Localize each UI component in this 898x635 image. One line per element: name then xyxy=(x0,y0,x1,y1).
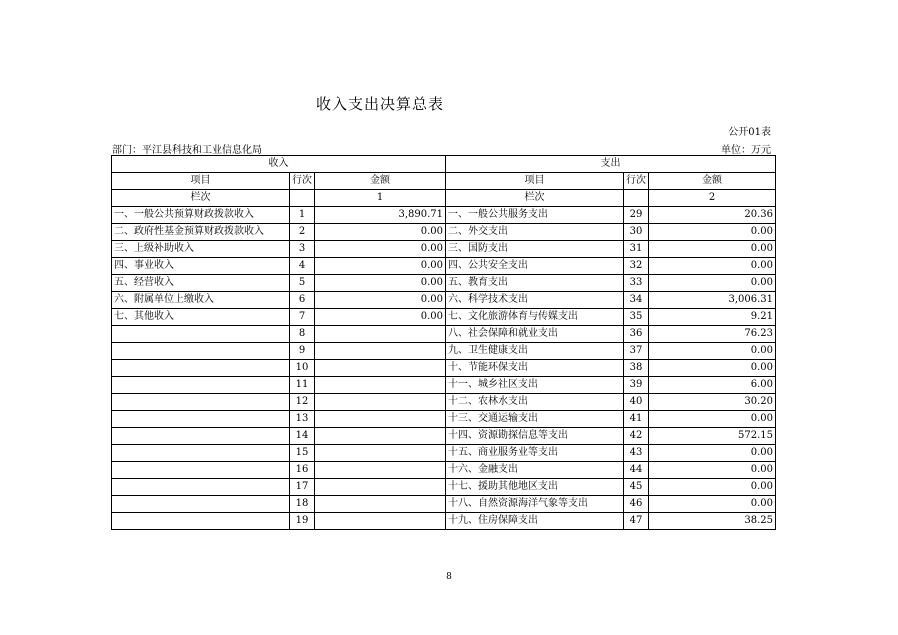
expense-amount-cell: 0.00 xyxy=(649,224,776,241)
expense-amount-cell: 76.23 xyxy=(649,326,776,343)
header-row-columns xyxy=(112,173,776,190)
income-item-cell: 三、上级补助收入 xyxy=(112,241,290,258)
expense-line-cell: 41 xyxy=(624,411,649,428)
income-line-cell: 2 xyxy=(290,224,315,241)
expense-line-cell: 40 xyxy=(624,394,649,411)
expense-line-cell: 32 xyxy=(624,258,649,275)
expense-amount-cell: 9.21 xyxy=(649,309,776,326)
table-row xyxy=(112,258,776,275)
table-row xyxy=(112,207,776,224)
income-column-blank xyxy=(290,190,315,207)
expense-line-cell: 33 xyxy=(624,275,649,292)
header-row-column-numbers xyxy=(112,190,776,207)
table-row xyxy=(112,462,776,479)
income-item-cell xyxy=(112,462,290,479)
income-amount-cell: 0.00 xyxy=(315,275,446,292)
table-row xyxy=(112,411,776,428)
expense-item-cell: 十、节能环保支出 xyxy=(446,360,624,377)
expense-amount-cell: 30.20 xyxy=(649,394,776,411)
income-line-cell: 12 xyxy=(290,394,315,411)
table-row xyxy=(112,343,776,360)
table-row xyxy=(112,241,776,258)
income-line-cell: 8 xyxy=(290,326,315,343)
expense-item-cell: 十六、金融支出 xyxy=(446,462,624,479)
expense-item-cell: 十五、商业服务业等支出 xyxy=(446,445,624,462)
income-amount-cell xyxy=(315,428,446,445)
income-line-cell: 11 xyxy=(290,377,315,394)
expense-line-cell: 34 xyxy=(624,292,649,309)
income-column-number: 1 xyxy=(315,190,446,207)
income-line-cell: 4 xyxy=(290,258,315,275)
table-row xyxy=(112,224,776,241)
income-line-cell: 7 xyxy=(290,309,315,326)
expense-amount-cell: 0.00 xyxy=(649,496,776,513)
table-row xyxy=(112,326,776,343)
income-amount-cell: 0.00 xyxy=(315,292,446,309)
expense-line-cell: 38 xyxy=(624,360,649,377)
income-amount-cell: 0.00 xyxy=(315,258,446,275)
expense-item-cell: 十一、城乡社区支出 xyxy=(446,377,624,394)
expense-column-number: 2 xyxy=(649,190,776,207)
income-amount-cell xyxy=(315,513,446,530)
expense-amount-cell: 0.00 xyxy=(649,479,776,496)
expense-amount-header: 金额 xyxy=(649,173,776,190)
expense-amount-cell: 0.00 xyxy=(649,275,776,292)
income-line-cell: 6 xyxy=(290,292,315,309)
income-amount-cell xyxy=(315,462,446,479)
table-row xyxy=(112,360,776,377)
department-label: 部门：平江县科技和工业信息化局 xyxy=(112,145,262,156)
expense-line-cell: 46 xyxy=(624,496,649,513)
income-amount-cell: 3,890.71 xyxy=(315,207,446,224)
expense-amount-cell: 20.36 xyxy=(649,207,776,224)
expense-column-blank xyxy=(624,190,649,207)
income-item-cell xyxy=(112,496,290,513)
table-row xyxy=(112,513,776,530)
income-line-cell: 18 xyxy=(290,496,315,513)
expense-item-cell: 十九、住房保障支出 xyxy=(446,513,624,530)
expense-item-cell: 九、卫生健康支出 xyxy=(446,343,624,360)
table-row xyxy=(112,479,776,496)
income-line-header: 行次 xyxy=(290,173,315,190)
table-row xyxy=(112,394,776,411)
expense-amount-cell: 0.00 xyxy=(649,343,776,360)
expense-item-cell: 十四、资源勘探信息等支出 xyxy=(446,428,624,445)
page-number: 8 xyxy=(446,572,452,582)
table-row xyxy=(112,275,776,292)
income-amount-cell xyxy=(315,360,446,377)
income-item-cell: 五、经营收入 xyxy=(112,275,290,292)
income-amount-cell: 0.00 xyxy=(315,241,446,258)
income-item-cell xyxy=(112,343,290,360)
income-line-cell: 14 xyxy=(290,428,315,445)
income-amount-cell xyxy=(315,394,446,411)
income-line-cell: 15 xyxy=(290,445,315,462)
income-amount-cell: 0.00 xyxy=(315,224,446,241)
expense-item-cell: 五、教育支出 xyxy=(446,275,624,292)
expense-line-cell: 35 xyxy=(624,309,649,326)
income-line-cell: 5 xyxy=(290,275,315,292)
expense-amount-cell: 6.00 xyxy=(649,377,776,394)
income-item-cell xyxy=(112,411,290,428)
income-item-cell xyxy=(112,428,290,445)
income-amount-cell xyxy=(315,326,446,343)
expense-amount-cell: 0.00 xyxy=(649,411,776,428)
income-item-cell: 一、一般公共预算财政拨款收入 xyxy=(112,207,290,224)
income-column-label: 栏次 xyxy=(112,190,290,207)
income-line-cell: 16 xyxy=(290,462,315,479)
expense-amount-cell: 0.00 xyxy=(649,462,776,479)
expense-amount-cell: 572.15 xyxy=(649,428,776,445)
expense-line-cell: 31 xyxy=(624,241,649,258)
expense-amount-cell: 0.00 xyxy=(649,360,776,377)
expense-amount-cell: 0.00 xyxy=(649,241,776,258)
table-row xyxy=(112,377,776,394)
table-row xyxy=(112,428,776,445)
table-row xyxy=(112,309,776,326)
table-row xyxy=(112,445,776,462)
income-line-cell: 1 xyxy=(290,207,315,224)
expense-line-cell: 37 xyxy=(624,343,649,360)
income-line-cell: 3 xyxy=(290,241,315,258)
expense-item-cell: 七、文化旅游体育与传媒支出 xyxy=(446,309,624,326)
expense-item-cell: 十八、自然资源海洋气象等支出 xyxy=(446,496,624,513)
income-item-cell: 六、附属单位上缴收入 xyxy=(112,292,290,309)
expense-section-header: 支出 xyxy=(446,156,776,173)
table-row xyxy=(112,496,776,513)
expense-item-cell: 十三、交通运输支出 xyxy=(446,411,624,428)
expense-item-cell: 八、社会保障和就业支出 xyxy=(446,326,624,343)
income-item-cell: 七、其他收入 xyxy=(112,309,290,326)
expense-item-cell: 一、一般公共服务支出 xyxy=(446,207,624,224)
income-line-cell: 9 xyxy=(290,343,315,360)
income-amount-cell xyxy=(315,496,446,513)
expense-item-cell: 十二、农林水支出 xyxy=(446,394,624,411)
table-body xyxy=(112,156,776,530)
expense-amount-cell: 0.00 xyxy=(649,445,776,462)
expense-line-cell: 36 xyxy=(624,326,649,343)
table-row xyxy=(112,292,776,309)
expense-line-cell: 44 xyxy=(624,462,649,479)
expense-item-cell: 四、公共安全支出 xyxy=(446,258,624,275)
expense-line-cell: 30 xyxy=(624,224,649,241)
unit-label: 单位：万元 xyxy=(721,145,771,156)
expense-item-cell: 六、科学技术支出 xyxy=(446,292,624,309)
income-line-cell: 17 xyxy=(290,479,315,496)
document-title: 收入支出决算总表 xyxy=(315,95,444,113)
expense-line-cell: 45 xyxy=(624,479,649,496)
expense-item-cell: 二、外交支出 xyxy=(446,224,624,241)
income-item-cell xyxy=(112,445,290,462)
income-item-cell: 四、事业收入 xyxy=(112,258,290,275)
income-line-cell: 13 xyxy=(290,411,315,428)
expense-item-header: 项目 xyxy=(446,173,624,190)
form-number: 公开01表 xyxy=(728,127,771,138)
income-item-cell xyxy=(112,394,290,411)
income-amount-cell xyxy=(315,479,446,496)
expense-line-cell: 47 xyxy=(624,513,649,530)
expense-column-label: 栏次 xyxy=(446,190,624,207)
income-amount-cell: 0.00 xyxy=(315,309,446,326)
income-line-cell: 19 xyxy=(290,513,315,530)
income-item-cell xyxy=(112,513,290,530)
income-amount-cell xyxy=(315,411,446,428)
expense-line-cell: 43 xyxy=(624,445,649,462)
expense-line-header: 行次 xyxy=(624,173,649,190)
income-item-cell xyxy=(112,326,290,343)
expense-amount-cell: 38.25 xyxy=(649,513,776,530)
income-item-cell xyxy=(112,479,290,496)
income-amount-cell xyxy=(315,445,446,462)
header-row-sections xyxy=(112,156,776,173)
expense-line-cell: 39 xyxy=(624,377,649,394)
income-section-header: 收入 xyxy=(112,156,446,173)
expense-line-cell: 29 xyxy=(624,207,649,224)
income-item-cell xyxy=(112,377,290,394)
income-expense-table xyxy=(111,155,776,530)
income-item-cell xyxy=(112,360,290,377)
expense-amount-cell: 0.00 xyxy=(649,258,776,275)
expense-line-cell: 42 xyxy=(624,428,649,445)
income-amount-cell xyxy=(315,343,446,360)
income-amount-cell xyxy=(315,377,446,394)
expense-item-cell: 三、国防支出 xyxy=(446,241,624,258)
income-item-header: 项目 xyxy=(112,173,290,190)
expense-item-cell: 十七、援助其他地区支出 xyxy=(446,479,624,496)
income-amount-header: 金额 xyxy=(315,173,446,190)
expense-amount-cell: 3,006.31 xyxy=(649,292,776,309)
income-line-cell: 10 xyxy=(290,360,315,377)
income-item-cell: 二、政府性基金预算财政拨款收入 xyxy=(112,224,290,241)
